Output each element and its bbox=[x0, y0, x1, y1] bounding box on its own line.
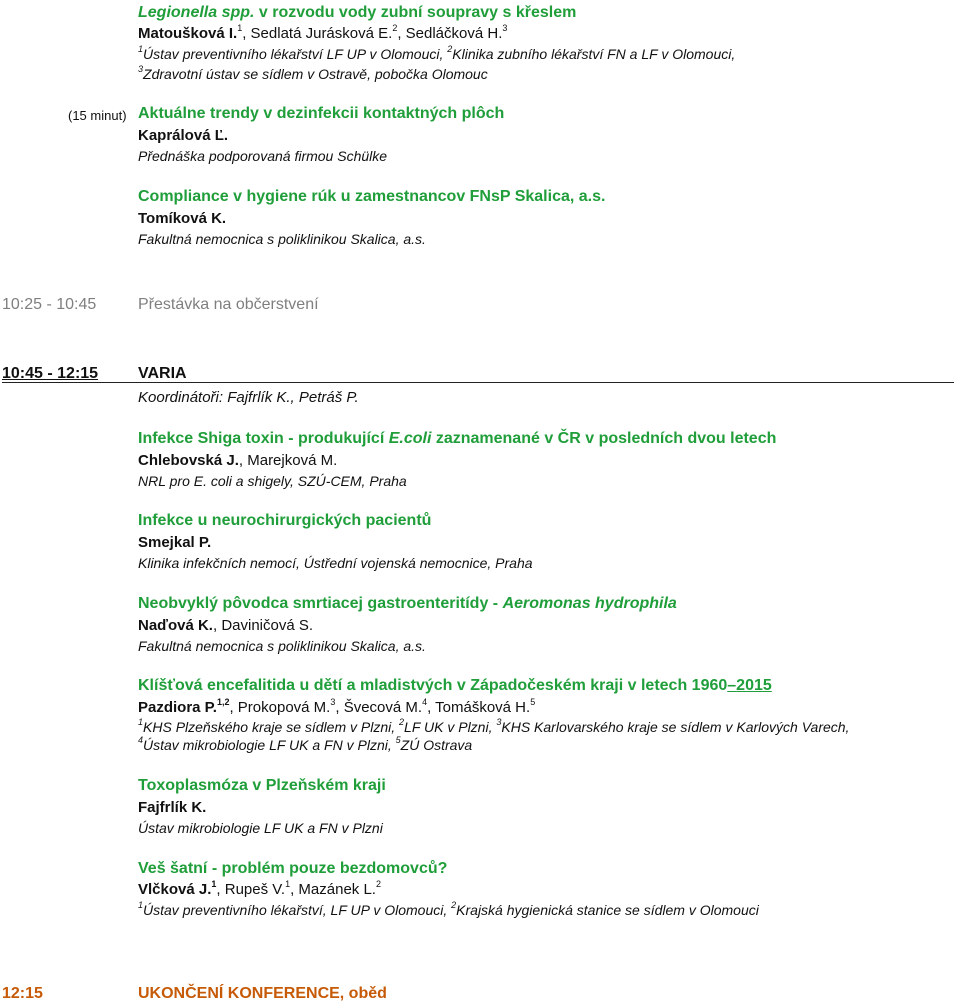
talk-affiliation-ves-satni: $^1$Ústav preventivního lékařství, LF UP v Olomouci, $^2$Krajská hygienická stanice se sídlem v Olomouci bbox=[138, 900, 759, 918]
talk-affiliation-legionella-2: $^3$Zdravotní ústav se sídlem v Ostravě, pobočka Olomouc bbox=[138, 64, 488, 82]
talk-title-compliance: Compliance v hygiene rúk u zamestnancov FNsP Skalica, a.s. bbox=[138, 188, 606, 205]
talk-title-aeromonas: Neobvyklý pôvodca smrtiacej gastroenteritídy - Aeromonas hydrophila bbox=[138, 595, 677, 612]
talk-affiliation-encefalitida-1: $^1$KHS Plzeňského kraje se sídlem v Plzni, $^2$LF UK v Plzni, $^3$KHS Karlovarského kraje se sídlem v Karlových Varech, bbox=[138, 717, 850, 735]
talk-affiliation-uvn: Klinika infekčních nemocí, Ústřední vojenská nemocnice, Praha bbox=[138, 555, 533, 571]
talk-affiliation-skalica: Fakultná nemocnica s poliklinikou Skalica, a.s. bbox=[138, 231, 426, 247]
talk-title-neurochirurgie: Infekce u neurochirurgických pacientů bbox=[138, 512, 432, 529]
talk-authors-shiga: Chlebovská J., Marejková M. bbox=[138, 452, 338, 469]
talk-affiliation-encefalitida-2: $^4$Ústav mikrobiologie LF UK a FN v Plzni, $^5$ZÚ Ostrava bbox=[138, 735, 473, 753]
talk-title-legionella: Legionella spp. v rozvodu vody zubní soupravy s křeslem bbox=[138, 4, 577, 21]
talk-authors-ves-satni: Vlčková J.$^1$, Rupeš V.$^1$, Mazánek L.$^2$ bbox=[138, 879, 381, 898]
talk-affiliation-legionella-1: $^1$Ústav preventivního lékařství LF UP v Olomouci, $^2$Klinika zubního lékařství FN a LF v Olomouci, bbox=[138, 44, 736, 62]
varia-time: 10:45 - 12:15 bbox=[2, 365, 99, 382]
talk-authors-encefalitida: Pazdiora P.$^{1,2}$, Prokopová M.$^3$, Švecová M.$^4$, Tomášková H.$^5$ bbox=[138, 697, 536, 716]
talk-affiliation-shiga: NRL pro E. coli a shigely, SZÚ-CEM, Praha bbox=[138, 473, 407, 489]
talk-authors-aeromonas: Naďová K., Daviničová S. bbox=[138, 617, 314, 634]
talk-author-tomikova: Tomíková K. bbox=[138, 210, 227, 227]
varia-coordinators: Koordinátoři: Fajfrlík K., Petráš P. bbox=[138, 389, 359, 406]
talk-affiliation-plzen: Ústav mikrobiologie LF UK a FN v Plzni bbox=[138, 820, 383, 836]
break-time: 10:25 - 10:45 bbox=[2, 296, 97, 313]
talk-author-fajfrlik: Fajfrlík K. bbox=[138, 799, 207, 816]
talk-title-encefalitida: Klíšťová encefalitida u dětí a mladistvých v Západočeském kraji v letech 1960–2015 bbox=[138, 677, 772, 694]
duration-label: (15 minut) bbox=[68, 108, 127, 123]
varia-section-title: VARIA bbox=[138, 365, 187, 382]
break-label: Přestávka na občerstvení bbox=[138, 296, 319, 313]
closing-time: 12:15 bbox=[2, 985, 43, 1002]
talk-title-dezinfekcia: Aktuálne trendy v dezinfekcii kontaktných plôch bbox=[138, 105, 505, 122]
talk-title-toxoplasmoza: Toxoplasmóza v Plzeňském kraji bbox=[138, 777, 386, 794]
talk-author-smejkal: Smejkal P. bbox=[138, 534, 212, 551]
talk-affiliation-aeromonas: Fakultná nemocnica s poliklinikou Skalica, a.s. bbox=[138, 638, 426, 654]
talk-author-kapralova: Kaprálová Ľ. bbox=[138, 127, 229, 144]
closing-label: UKONČENÍ KONFERENCE, oběd bbox=[138, 985, 387, 1002]
talk-authors-legionella: Matoušková I.$^1$, Sedlatá Jurásková E.$^2$, Sedláčková H.$^3$ bbox=[138, 23, 508, 42]
talk-title-shiga: Infekce Shiga toxin - produkující E.coli zaznamenané v ČR v posledních dvou letech bbox=[138, 430, 777, 447]
talk-title-ves-satni: Veš šatní - problém pouze bezdomovců? bbox=[138, 860, 448, 877]
sponsor-note: Přednáška podporovaná firmou Schülke bbox=[138, 148, 388, 164]
section-underline bbox=[2, 382, 954, 383]
